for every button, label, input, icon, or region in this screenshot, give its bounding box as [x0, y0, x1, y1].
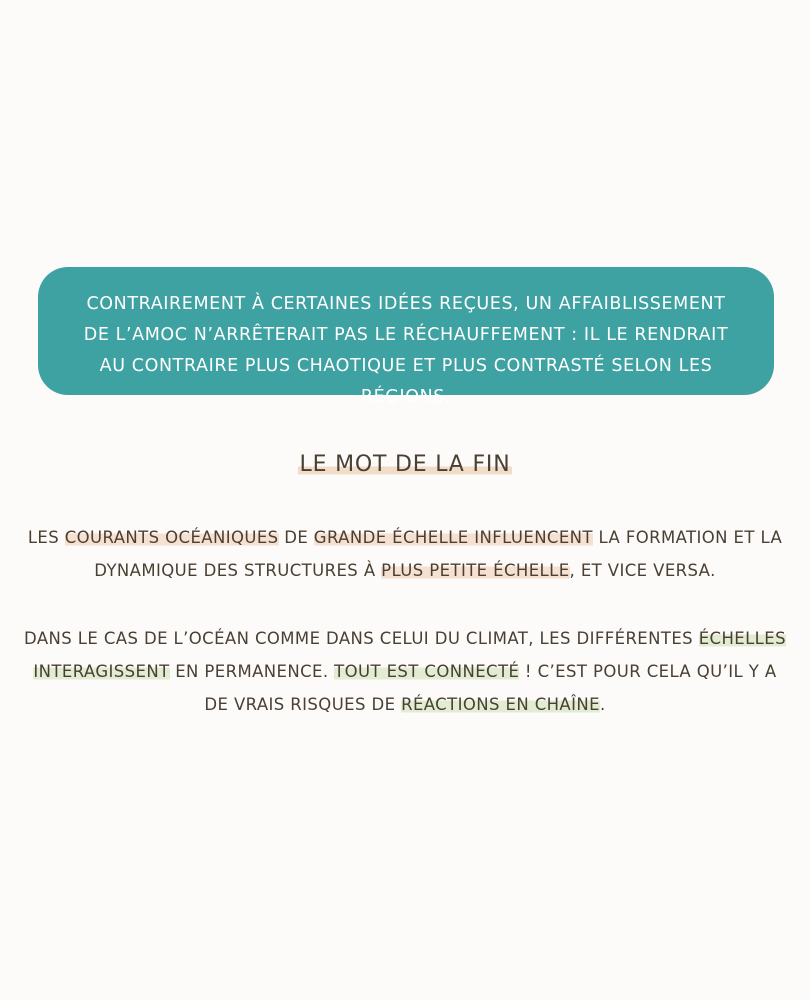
paragraph-text: LES [27, 528, 65, 547]
paragraph-scales [20, 521, 790, 587]
highlight-chain-reactions: RÉACTIONS EN CHAÎNE [401, 695, 600, 714]
callout-text: CONTRAIREMENT À CERTAINES IDÉES REÇUES, UN AFFAIBLISSEMENT DE L’AMOC N’ARRÊTERAIT PAS LE RÉCHAUFFEMENT : IL LE RENDRAIT AU CONTRAIRE PLUS CHAOTIQUE ET PLUS CONTRASTÉ SELON LES RÉGIONS. [83, 294, 729, 407]
paragraph-text: . [599, 695, 606, 714]
paragraph-text: DANS LE CAS DE L’OCÉAN COMME DANS CELUI DU CLIMAT, LES DIFFÉRENTES [24, 629, 699, 648]
callout-box [38, 267, 774, 407]
highlight-scales-interact: ÉCHELLES INTERAGISSENT [33, 629, 786, 681]
heading-text: LE MOT DE LA FIN [299, 452, 511, 477]
highlight-large-scale: GRANDE ÉCHELLE INFLUENCENT [313, 528, 593, 547]
highlight-smaller-scale: PLUS PETITE ÉCHELLE [381, 561, 570, 580]
paragraph-interactions [20, 622, 790, 721]
highlight-ocean-currents: COURANTS OCÉANIQUES [64, 528, 279, 547]
paragraph-text: EN PERMANENCE. [169, 662, 335, 681]
highlight-all-connected: TOUT EST CONNECTÉ [334, 662, 520, 681]
paragraph-text: DE [278, 528, 314, 547]
paragraph-text: , ET VICE VERSA. [569, 561, 716, 580]
paragraph-text: ! C’EST POUR CELA QU’IL Y A DE VRAIS RISQUES DE [204, 662, 777, 714]
section-heading [0, 452, 810, 477]
paragraph-text: LA FORMATION ET LA DYNAMIQUE DES STRUCTURES À [94, 528, 783, 580]
